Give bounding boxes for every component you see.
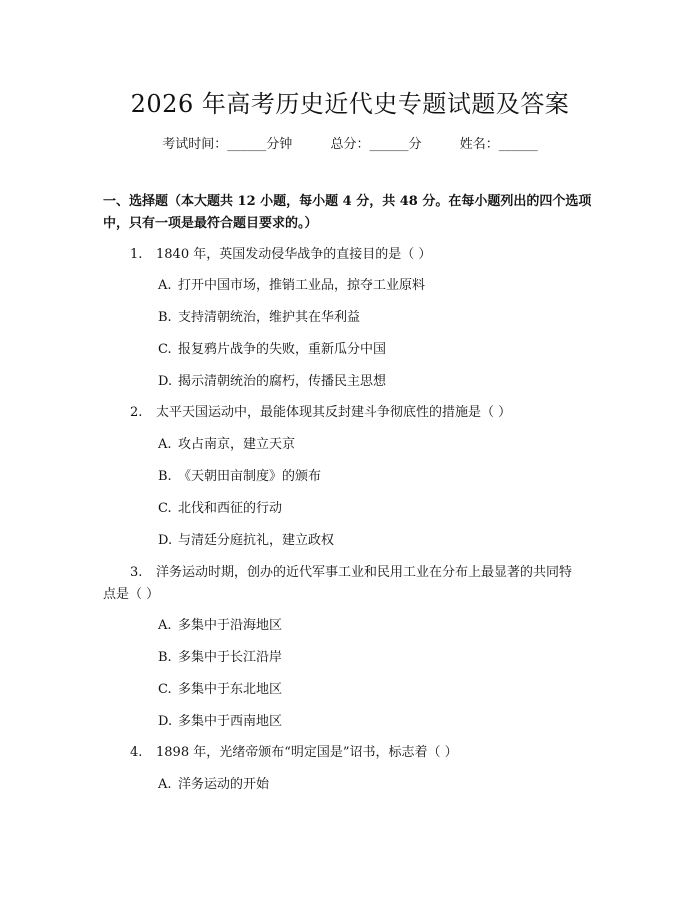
option-text: 攻占南京，建立天京 xyxy=(178,437,296,452)
question-stem: 1840 年，英国发动侵华战争的直接目的是（ ） xyxy=(156,247,432,262)
option-letter: B. xyxy=(158,650,172,665)
question-2-option-b xyxy=(158,466,321,488)
question-2-option-d xyxy=(158,530,334,552)
option-letter: C. xyxy=(158,501,172,516)
question-1-option-c xyxy=(158,339,386,361)
question-3-option-b xyxy=(158,647,282,669)
exam-time-label: 考试时间：______分钟 xyxy=(162,137,293,152)
question-number: 3. xyxy=(130,565,143,580)
question-3-option-a xyxy=(158,615,282,637)
option-text: 支持清朝统治，维护其在华利益 xyxy=(178,310,361,325)
option-letter: C. xyxy=(158,342,172,357)
option-text: 洋务运动的开始 xyxy=(178,777,270,792)
question-1 xyxy=(103,244,603,266)
question-stem: 太平天国运动中，最能体现其反封建斗争彻底性的措施是（ ） xyxy=(156,405,512,420)
option-letter: B. xyxy=(158,310,172,325)
option-letter: B. xyxy=(158,469,172,484)
option-letter: D. xyxy=(158,714,173,729)
question-3-option-c xyxy=(158,679,282,701)
question-2-option-a xyxy=(158,434,295,456)
option-letter: A. xyxy=(158,278,172,293)
option-text: 打开中国市场，推销工业品，掠夺工业原料 xyxy=(178,278,426,293)
option-letter: C. xyxy=(158,682,172,697)
question-number: 4. xyxy=(130,745,143,760)
page-title: 2026 年高考历史近代史专题试题及答案 xyxy=(130,90,570,118)
option-text: 多集中于东北地区 xyxy=(178,682,283,697)
question-2-option-c xyxy=(158,498,282,520)
question-stem: 1898 年，光绪帝颁布“明定国是”诏书，标志着（ ） xyxy=(156,745,458,760)
question-3-continuation xyxy=(103,584,603,606)
option-letter: A. xyxy=(158,777,172,792)
option-text: 多集中于沿海地区 xyxy=(178,618,283,633)
option-letter: D. xyxy=(158,374,173,389)
option-letter: A. xyxy=(158,618,172,633)
section-heading: 一、选择题（本大题共 12 小题，每小题 4 分，共 48 分。在每小题列出的四个选项中，只有一项是最符合题目要求的。） xyxy=(103,194,592,231)
question-4-option-a xyxy=(158,774,269,796)
option-text: 揭示清朝统治的腐朽，传播民主思想 xyxy=(178,374,387,389)
question-stem-line-2: 点是（ ） xyxy=(103,587,160,602)
option-letter: D. xyxy=(158,533,173,548)
question-1-option-a xyxy=(158,275,425,297)
question-stem-line-1: 洋务运动时期，创办的近代军事工业和民用工业在分布上最显著的共同特 xyxy=(156,565,573,580)
total-score-label: 总分：______分 xyxy=(330,137,422,152)
student-name-label: 姓名：______ xyxy=(459,137,538,152)
option-text: 多集中于长江沿岸 xyxy=(178,650,283,665)
exam-meta xyxy=(0,133,700,152)
question-2 xyxy=(103,402,603,424)
option-letter: A. xyxy=(158,437,172,452)
option-text: 报复鸦片战争的失败，重新瓜分中国 xyxy=(178,342,387,357)
question-1-option-b xyxy=(158,307,360,329)
question-3 xyxy=(103,562,603,584)
question-number: 1. xyxy=(130,247,143,262)
question-1-option-d xyxy=(158,371,386,393)
question-number: 2. xyxy=(130,405,143,420)
option-text: 北伐和西征的行动 xyxy=(178,501,283,516)
option-text: 与清廷分庭抗礼，建立政权 xyxy=(178,533,335,548)
option-text: 多集中于西南地区 xyxy=(178,714,283,729)
question-4 xyxy=(103,742,603,764)
question-3-option-d xyxy=(158,711,282,733)
option-text: 《天朝田亩制度》的颁布 xyxy=(178,469,322,484)
